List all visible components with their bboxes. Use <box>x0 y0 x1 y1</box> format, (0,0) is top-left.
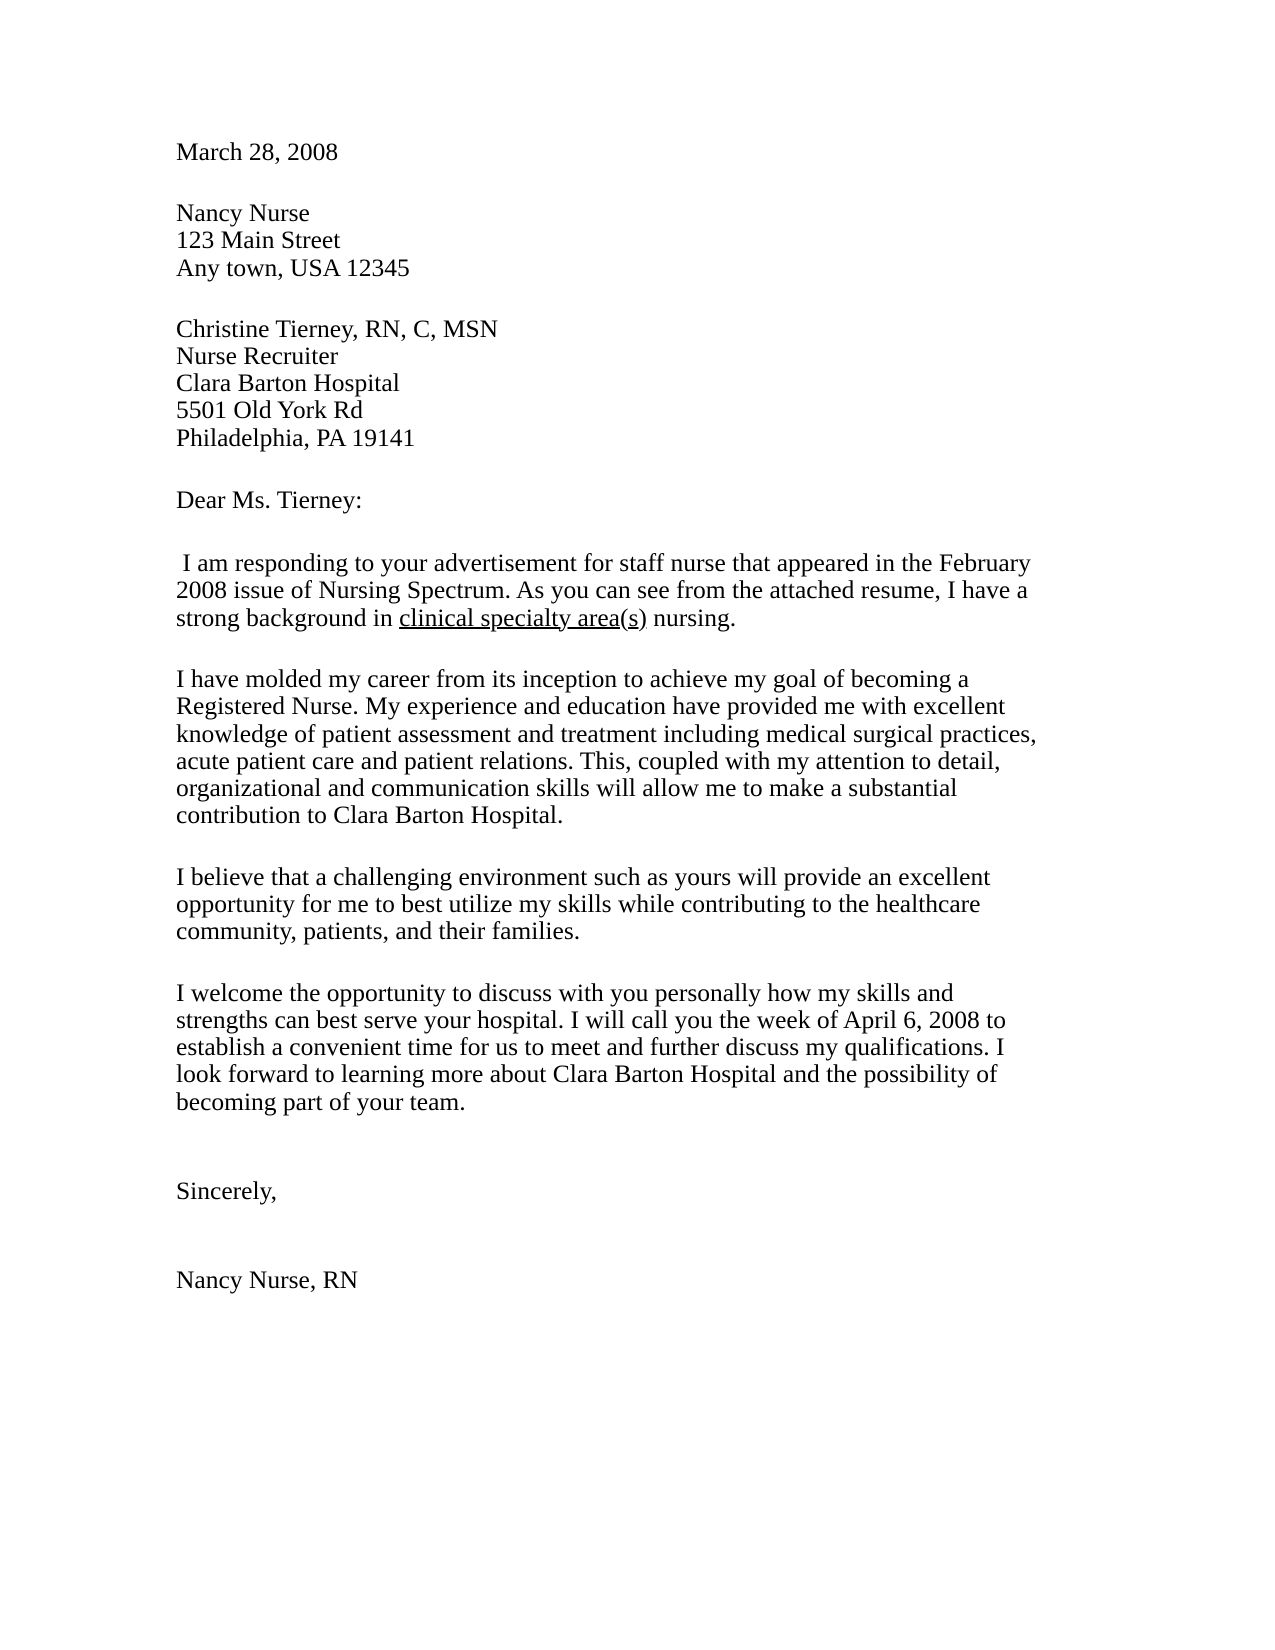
letter-date: March 28, 2008 <box>176 137 339 166</box>
sender-line: Any town, USA 12345 <box>176 252 410 282</box>
paragraph-1-text-before-underline: I am responding to your advertisement for staff nurse that appeared in the February 2008 issue of Nursing Spectrum. As you can see from the attached resume, I have a strong background in <box>176 548 1038 632</box>
body-paragraph-4: I welcome the opportunity to discuss with you personally how my skills and strengths can best serve your hospital. I will call you the week of April 6, 2008 to establish a convenient time for us to meet and further discuss my qualifications. I look forward to learning more about Clara Barton Hospital and the possibility of becoming part of your team. <box>176 977 1013 1116</box>
closing-salutation: Sincerely, <box>176 1176 278 1206</box>
letter-body <box>176 137 1043 1295</box>
sender-address-block <box>176 199 1038 281</box>
recipient-line: Philadelphia, PA 19141 <box>176 422 416 452</box>
clinical-specialty-placeholder: clinical specialty area(s) <box>399 602 647 632</box>
recipient-line: Nurse Recruiter <box>176 341 339 371</box>
recipient-line: Clara Barton Hospital <box>176 368 400 398</box>
body-paragraph-2: I have molded my career from its inception to achieve my goal of becoming a Registered Nurse. My experience and education have provided me with excellent knowledge of patient assessment and treatment including medical surgical practices, acute patient care and patient relations. This, coupled with my attention to detail, organizational and communication skills will allow me to make a substantial contribution to Clara Barton Hospital. <box>176 663 1043 830</box>
salutation: Dear Ms. Tierney: <box>176 484 363 514</box>
signature-name: Nancy Nurse, RN <box>176 1265 358 1295</box>
body-paragraph-1 <box>176 549 1038 631</box>
recipient-line: 5501 Old York Rd <box>176 395 364 425</box>
body-paragraph-3: I believe that a challenging environment such as yours will provide an excellent opportunity for me to best utilize my skills while contributing to the healthcare community, patients, and their families. <box>176 861 997 946</box>
recipient-line: Christine Tierney, RN, C, MSN <box>176 313 499 343</box>
sender-line: 123 Main Street <box>176 225 341 255</box>
paragraph-1-text-after-underline: nursing. <box>646 602 737 632</box>
recipient-address-block <box>176 315 1038 451</box>
sender-line: Nancy Nurse <box>176 198 310 228</box>
